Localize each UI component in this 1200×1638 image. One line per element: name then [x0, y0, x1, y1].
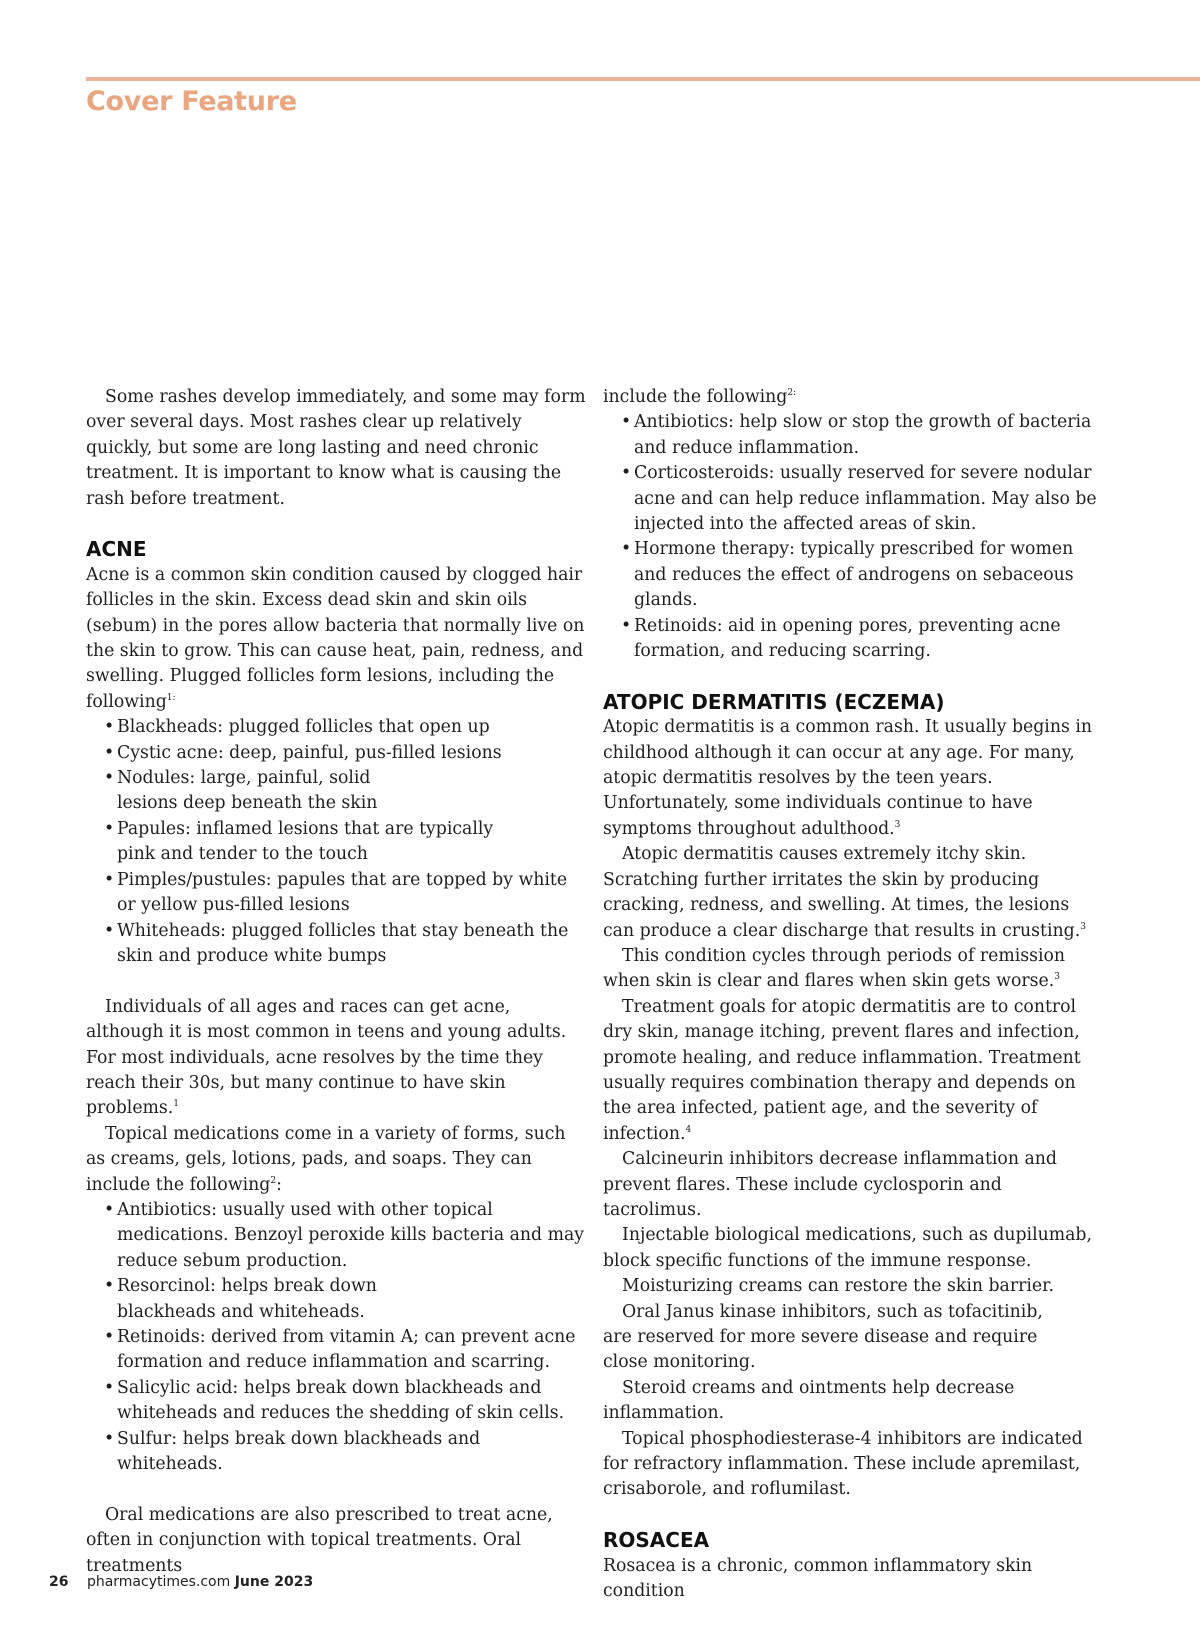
intro-paragraph: Some rashes develop immediately, and some may form over several days. Most rashes clear up relatively quickly, but some are long lasting and need chronic treatment. It is important to know what is causing the rash before treatment. [86, 387, 586, 509]
page-footer [49, 1574, 313, 1590]
ad-paragraph-9: Steroid creams and ointments help decrease inflammation. [603, 1377, 1015, 1424]
list-item: • Corticosteroids: usually reserved for severe nodular acne and can help reduce inflammation. May also be injected into the affected areas of skin. [634, 461, 1103, 537]
section-title: Cover Feature [86, 86, 297, 117]
page-number: 26 [49, 1574, 69, 1590]
rosacea-heading: ROSACEA [603, 1528, 710, 1553]
oral-continuation: include the following$^{2:}$ [603, 387, 797, 407]
right-column [603, 385, 1103, 1604]
list-item: • Hormone therapy: typically prescribed for women and reduces the effect of androgens on sebaceous glands. [634, 537, 1103, 613]
list-item: • Resorcinol: helps break down blackheads and whiteheads. [117, 1274, 377, 1325]
ad-paragraph-4: Treatment goals for atopic dermatitis are to control dry skin, manage itching, prevent flares and infection, promote healing, and reduce inflammation. Treatment usually requires combination therapy and depends on the area infected, patient age, and the severity of infection.$^4$ [603, 996, 1081, 1144]
list-item: • Cystic acne: deep, painful, pus-filled lesions [117, 741, 586, 766]
ad-paragraph-7: Moisturizing creams can restore the skin barrier. [622, 1276, 1054, 1297]
list-item: • Antibiotics: usually used with other topical medications. Benzoyl peroxide kills bacteria and may reduce sebum production. [117, 1198, 586, 1274]
ad-paragraph-3: This condition cycles through periods of remission when skin is clear and flares when skin gets worse.$^3$ [603, 945, 1066, 992]
ad-paragraph-8: Oral Janus kinase inhibitors, such as tofacitinib, are reserved for more severe disease and require close monitoring. [603, 1301, 1043, 1373]
acne-heading: ACNE [86, 537, 147, 562]
left-column [86, 385, 586, 1579]
ad-paragraph-5: Calcineurin inhibitors decrease inflammation and prevent flares. These include cyclosporin and tacrolimus. [603, 1149, 1057, 1220]
acne-paragraph: Acne is a common skin condition caused by clogged hair follicles in the skin. Excess dead skin and skin oils (sebum) in the pores allow bacteria that normally live on the skin to grow. This can cause heat, pain, redness, and swelling. Plugged follicles form lesions, including the following$^{1:}$ [86, 564, 585, 712]
ad-paragraph-2: Atopic dermatitis causes extremely itchy skin. Scratching further irritates the skin by producing cracking, redness, and swelling. At times, the lesions can produce a clear discharge that results in crusting.$^3$ [603, 844, 1086, 941]
acne-ages-paragraph: Individuals of all ages and races can get acne, although it is most common in teens and young adults. For most individuals, acne resolves by the time they reach their 30s, but many continue to have skin problems.$^1$ [86, 996, 567, 1119]
topical-medication-list [86, 1198, 586, 1477]
ad-paragraph-1: Atopic dermatitis is a common rash. It usually begins in childhood although it can occur at any age. For many, atopic dermatitis resolves by the teen years. Unfortunately, some individuals continue to have symptoms throughout adulthood.$^3$ [603, 717, 1092, 839]
footer-site: pharmacytimes.com [86, 1574, 231, 1590]
list-item: • Blackheads: plugged follicles that open up [117, 715, 586, 740]
oral-paragraph: Oral medications are also prescribed to treat acne, often in conjunction with topical treatments. Oral treatments [86, 1504, 553, 1576]
list-item: • Papules: inflamed lesions that are typically pink and tender to the touch [117, 817, 509, 868]
acne-lesion-list [86, 715, 586, 969]
atopic-dermatitis-heading: ATOPIC DERMATITIS (ECZEMA) [603, 689, 945, 714]
list-item: • Whiteheads: plugged follicles that stay beneath the skin and produce white bumps [117, 919, 586, 970]
list-item: • Sulfur: helps break down blackheads and whiteheads. [117, 1427, 586, 1478]
rosacea-paragraph: Rosacea is a chronic, common inflammatory skin condition [603, 1555, 1033, 1602]
topical-paragraph: Topical medications come in a variety of forms, such as creams, gels, lotions, pads, and soaps. They can include the following$^2$: [86, 1123, 566, 1195]
footer-issue: June 2023 [234, 1574, 314, 1590]
list-item: • Retinoids: derived from vitamin A; can prevent acne formation and reduce inflammation and scarring. [117, 1325, 586, 1376]
header-rule [86, 77, 1200, 81]
oral-medication-list [603, 410, 1103, 664]
ad-paragraph-6: Injectable biological medications, such as dupilumab, block specific functions of the immune response. [603, 1225, 1092, 1271]
list-item: • Nodules: large, painful, solid lesions deep beneath the skin [117, 766, 407, 817]
ad-paragraph-10: Topical phosphodiesterase-4 inhibitors are indicated for refractory inflammation. These include apremilast, crisaborole, and roflumilast. [603, 1428, 1083, 1500]
list-item: • Antibiotics: help slow or stop the growth of bacteria and reduce inflammation. [634, 410, 1103, 461]
list-item: • Salicylic acid: helps break down blackheads and whiteheads and reduces the shedding of skin cells. [117, 1376, 586, 1427]
list-item: • Retinoids: aid in opening pores, preventing acne formation, and reducing scarring. [634, 614, 1064, 665]
list-item: • Pimples/pustules: papules that are topped by white or yellow pus-filled lesions [117, 868, 586, 919]
